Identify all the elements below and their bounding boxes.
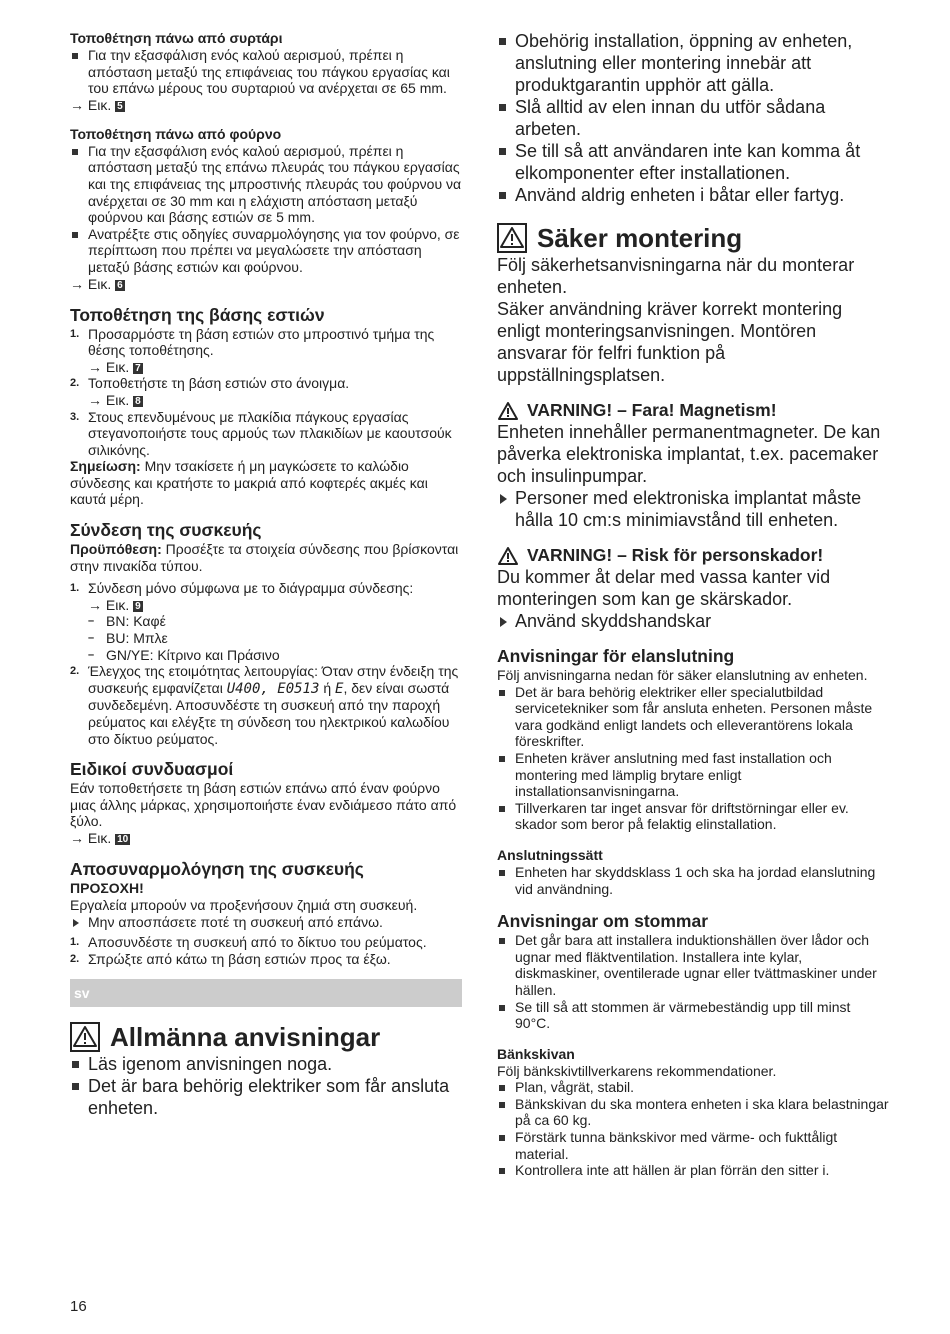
cabinets-list xyxy=(497,932,889,1032)
action-item: Personer med elektroniska implantat måste hålla 10 cm:s minimiavstånd till enheten. xyxy=(497,487,889,531)
action-item: Använd skyddshandskar xyxy=(497,610,889,632)
warning-magnetism-actions xyxy=(497,487,889,531)
warning-triangle-icon xyxy=(497,401,519,421)
action-item: Μην αποσπάσετε ποτέ τη συσκευή από επάνω. xyxy=(70,914,462,931)
safe-text-2: Säker användning kräver korrekt montering enligt monteringsanvisningen. Montören ansvarar för felfri funktion på uppställningsplatsen. xyxy=(497,299,843,385)
caution-text: Εργαλεία μπορούν να προξενήσουν ζημιά στη συσκευή. xyxy=(70,896,418,913)
list-item: Det är bara behörig elektriker som får ansluta enheten. xyxy=(70,1075,462,1119)
step-item: 2. Σπρώξτε από κάτω τη βάση εστιών προς τα έξω. xyxy=(70,950,391,967)
warning-triangle-icon xyxy=(497,546,519,566)
figure-ref: → Εικ. 5 xyxy=(70,96,123,113)
warning-icon xyxy=(497,223,527,253)
list-item: Förstärk tunna bänkskivor med värme- och fukttåligt material. xyxy=(497,1129,889,1162)
list-item: Enheten kräver anslutning med fast installation och montering med lämplig brytare enligt installationsanvisningarna. xyxy=(497,750,889,800)
warning-injury-actions xyxy=(497,610,889,632)
step-item: 2. Έλεγχος της ετοιμότητας λειτουργίας: Όταν στην ένδειξη της συσκευής εμφανίζεται U400, E0513 ή E, δεν είναι σωστά συνδεδεμένη. Αποσυνδέστε τη συσκευή από την παροχή ρεύματος και ελέγξτε τη σύνδεση του ηλεκτρικού καλωδίου στο δίκτυο ρεύματος. xyxy=(70,663,459,747)
list-item: Tillverkaren tar inget ansvar för driftstörningar eller ev. skador som beror på felaktig elinstallation. xyxy=(497,800,889,833)
display-codes: U400, E0513 xyxy=(226,680,320,697)
section-title-hob-placement: Τοποθέτηση της βάσης εστιών xyxy=(70,304,325,325)
wire-list xyxy=(88,613,462,663)
list-item: Για την εξασφάλιση ενός καλού αερισμού, πρέπει η απόσταση μεταξύ της επάνω πλευράς του πάγκου εργασίας και της επιφάνειας της μπροστινής πλευράς του φούρνου να ανέρχεται σε 30 mm και η ελάχιστη απόσταση μεταξύ φούρνου και βάσης εστιών σε 5 mm. xyxy=(70,143,462,226)
section-title-connection-type: Anslutningssätt xyxy=(497,846,603,863)
figure-number: 9 xyxy=(135,600,141,612)
section-title-electrical: Anvisningar för elanslutning xyxy=(497,646,735,666)
section-title-connection: Σύνδεση της συσκευής xyxy=(70,520,262,541)
figure-ref: → Εικ. 6 xyxy=(70,275,123,292)
warning-icon xyxy=(70,1022,100,1052)
figure-number: 7 xyxy=(135,362,141,374)
list-item: Obehörig installation, öppning av enheten, anslutning eller montering innebär att produktgarantin upphör att gälla. xyxy=(497,30,889,96)
list-item: Slå alltid av elen innan du utför sådana arbeten. xyxy=(497,96,889,140)
section-title-disassembly: Αποσυναρμολόγηση της συσκευής xyxy=(70,858,364,879)
worktop-intro: Följ bänkskivtillverkarens rekommendationer. xyxy=(497,1062,777,1079)
step-item: 1. Σύνδεση μόνο σύμφωνα με το διάγραμμα σύνδεσης: → Εικ. 9 – BN: Καφέ – BU: Μπλε – GN/YE: Κίτρινο και Πράσινο xyxy=(70,580,462,663)
wire-item: – BN: Καφέ xyxy=(88,613,166,630)
caution-label: ΠΡΟΣΟΧΗ! xyxy=(70,879,144,896)
connection-steps xyxy=(70,580,462,747)
warning-injury-text: Du kommer åt delar med vassa kanter vid monteringen som kan ge skärskador. xyxy=(497,567,831,609)
left-column xyxy=(70,30,462,1119)
figure-ref: → Εικ. 10 xyxy=(70,829,129,846)
step-item: 1. Αποσυνδέστε τη συσκευή από το δίκτυο του ρεύματος. xyxy=(70,934,427,951)
note: Σημείωση: Μην τσακίσετε ή μη μαγκώσετε το καλώδιο σύνδεσης και κρατήστε το μακριά από κοφτερές ακμές και καυτά μέρη. xyxy=(70,458,428,508)
list-item: Det är bara behörig elektriker eller specialutbildad servicetekniker som får ansluta enheten. Personen måste vara godkänd enligt landets och elleverantörens lokala föreskrifter. xyxy=(497,684,889,750)
language-bar xyxy=(70,979,462,1007)
warning-magnetism-text: Enheten innehåller permanentmagneter. De kan påverka elektroniska implantat, t.ex. pacemaker och insulinpumpar. xyxy=(497,422,881,486)
section-title-safe-mounting: Säker montering xyxy=(497,222,889,254)
language-tag: sv xyxy=(74,985,90,1002)
section-title-worktop: Bänkskivan xyxy=(497,1045,575,1062)
list-item: Ανατρέξτε στις οδηγίες συναρμολόγησης για τον φούρνο, σε περίπτωση που πρέπει να μεγαλώσετε την απόσταση μεταξύ βάσης εστιών και φούρνου. xyxy=(70,226,462,276)
display-code-e: E xyxy=(335,680,344,697)
figure-number: 8 xyxy=(135,395,141,407)
step-item: 3. Στους επενδυμένους με πλακίδια πάγκους εργασίας στεγανοποιήστε τους αρμούς των πλακιδίων με καουτσούκ σιλικόνης. xyxy=(70,408,452,458)
general-list-continued xyxy=(497,30,889,206)
electrical-intro: Följ anvisningarna nedan för säker elanslutning av enheten. xyxy=(497,667,868,683)
section-title-combinations: Ειδικοί συνδυασμοί xyxy=(70,759,234,780)
general-list xyxy=(70,1053,462,1119)
prerequisite: Προϋπόθεση: Προσέξτε τα στοιχεία σύνδεσης που βρίσκονται στην πινακίδα τύπου. xyxy=(70,541,459,574)
oven-list xyxy=(70,143,462,276)
list-item: Enheten har skyddsklass 1 och ska ha jordad elanslutning vid användning. xyxy=(497,864,889,897)
wire-item: – GN/YE: Κίτρινο και Πράσινο xyxy=(88,646,280,663)
section-title-cabinets: Anvisningar om stommar xyxy=(497,911,709,932)
right-column xyxy=(497,30,889,1179)
section-title-drawer: Τοποθέτηση πάνω από συρτάρι xyxy=(70,30,283,46)
list-item: Kontrollera inte att hällen är plan förrän den sitter i. xyxy=(497,1162,889,1179)
list-item: Se till så att stommen är värmebeständig upp till minst 90°C. xyxy=(497,999,889,1032)
hob-steps xyxy=(70,326,462,459)
list-item: Använd aldrig enheten i båtar eller fartyg. xyxy=(497,184,889,206)
electrical-list xyxy=(497,684,889,833)
figure-number: 5 xyxy=(117,100,123,112)
warning-magnetism-title: VARNING! – Fara! Magnetism! xyxy=(497,400,889,421)
list-item: Läs igenom anvisningen noga. xyxy=(70,1053,462,1075)
worktop-list xyxy=(497,1079,889,1179)
figure-number: 10 xyxy=(117,833,129,845)
section-title-oven: Τοποθέτηση πάνω από φούρνο xyxy=(70,125,282,142)
step-item: 2. Τοποθετήστε τη βάση εστιών στο άνοιγμα. → Εικ. 8 xyxy=(70,375,350,408)
combinations-text: Εάν τοποθετήσετε τη βάση εστιών επάνω από έναν φούρνο μιας άλλης μάρκας, χρησιμοποιήστε έναν ενδιάμεσο πάτο από ξύλο. xyxy=(70,780,457,830)
figure-number: 6 xyxy=(117,279,123,291)
section-title-general: Allmänna anvisningar xyxy=(70,1021,462,1053)
warning-injury-title: VARNING! – Risk för personskador! xyxy=(497,545,889,566)
step-item: 1. Προσαρμόστε τη βάση εστιών στο μπροστινό τμήμα της θέσης τοποθέτησης. → Εικ. 7 xyxy=(70,325,435,375)
list-item: Se till så att användaren inte kan komma åt elkomponenter efter installationen. xyxy=(497,140,889,184)
list-item: Det går bara att installera induktionshällen över lådor och ugnar med fläktventilation. Installera inte kylar, diskmaskiner, oventilerade ugnar eller tvättmaskiner under hällen. xyxy=(497,932,889,998)
wire-item: – BU: Μπλε xyxy=(88,630,168,647)
list-item: Plan, vågrät, stabil. xyxy=(497,1079,889,1096)
list-item: Για την εξασφάλιση ενός καλού αερισμού, πρέπει η απόσταση μεταξύ της επιφάνειας του πάγκου εργασίας και του επάνω μέρους του συρταριού να ανέρχεται σε 65 mm. xyxy=(70,47,462,97)
page-number: 16 xyxy=(70,1298,87,1315)
disassembly-actions xyxy=(70,914,462,931)
drawer-list xyxy=(70,47,462,97)
list-item: Bänkskivan du ska montera enheten i ska klara belastningar på ca 60 kg. xyxy=(497,1096,889,1129)
safe-text-1: Följ säkerhetsanvisningarna när du monterar enheten. xyxy=(497,255,855,297)
connection-type-list xyxy=(497,864,889,897)
disassembly-steps xyxy=(70,934,462,967)
